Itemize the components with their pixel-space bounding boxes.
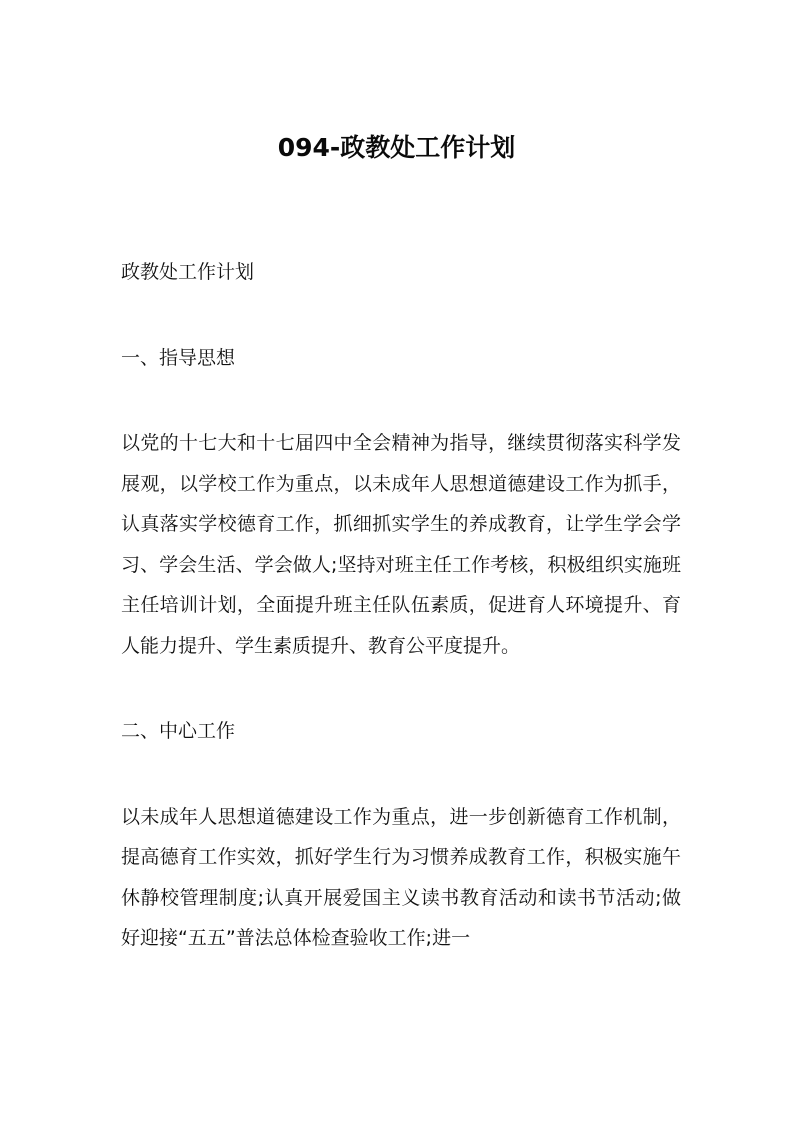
section-heading-guiding-ideology: 一、指导思想 [121, 346, 236, 369]
document-subtitle: 政教处工作计划 [121, 261, 255, 283]
document-body [121, 252, 681, 1004]
section-heading-central-work: 二、中心工作 [121, 720, 236, 742]
section-body-guiding-ideology: 以党的十七大和十七届四中全会精神为指导，继续贯彻落实科学发展观，以学校工作为重点，以未成年人思想道德建设工作为抓手，认真落实学校德育工作，抓细抓实学生的养成教育，让学生学会学习、学会生活、学会做人;坚持对班主任工作考核，积极组织实施班主任培训计划，全面提升班主任队伍素质，促进育人环境提升、育人能力提升、学生素质提升、教育公平度提升。 [121, 432, 681, 657]
section-body-central-work: 以未成年人思想道德建设工作为重点，进一步创新德育工作机制，提高德育工作实效，抓好学生行为习惯养成教育工作，积极实施午休静校管理制度;认真开展爱国主义读书教育活动和读书节活动;做好迎接“五五”普法总体检查验收工作;进一 [121, 805, 681, 949]
document-title: 094-政教处工作计划 [277, 133, 516, 162]
